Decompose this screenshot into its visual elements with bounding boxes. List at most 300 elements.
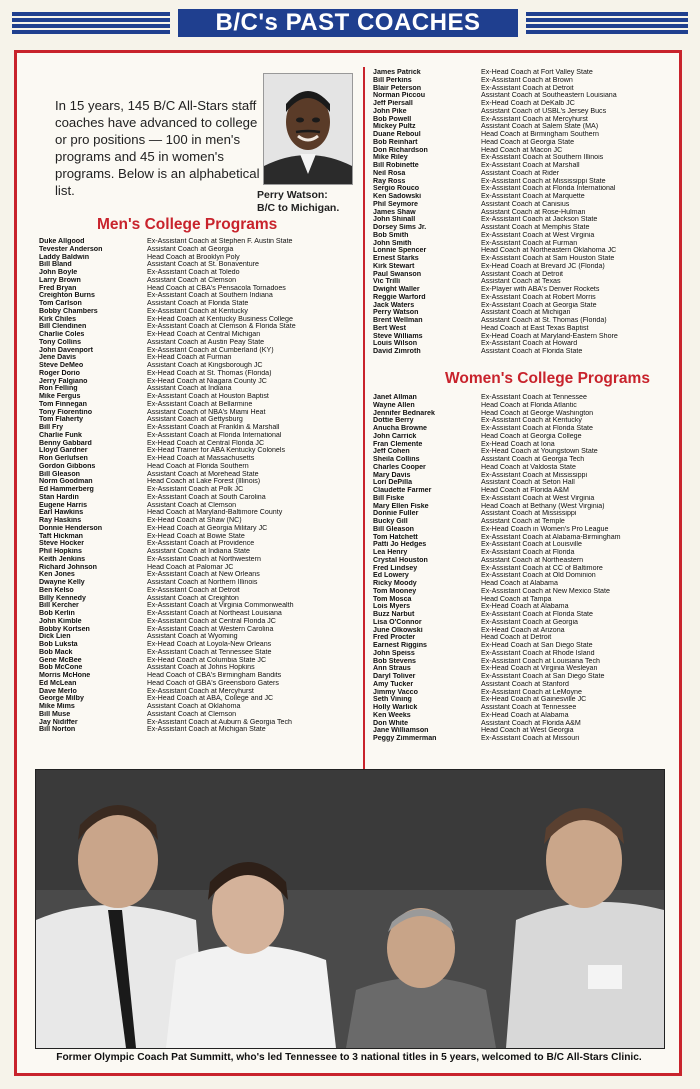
coach-position: Ex-Assistant Coach at Louisville [481,541,582,549]
coach-position: Head Coach at Alabama [481,580,558,587]
coach-position: Ex-Assistant Coach at Florida International [481,185,616,193]
womens-coach-row [373,704,673,712]
coach-name: Ed McLean [39,679,77,687]
womens-coach-row [373,487,673,495]
coach-position: Ex-Head Coach at Alabama [481,711,569,719]
mens-coach-row [373,85,673,93]
coach-name: Don Richardson [373,146,428,154]
coach-name: Fred Lindsey [373,564,418,572]
coach-name: James Patrick [373,69,421,76]
coach-name: Bert West [373,324,406,332]
coach-name: Bob Powell [373,115,412,123]
coach-position: Assistant Coach at Texas [481,278,561,286]
coach-name: Creighton Burns [39,292,95,300]
coach-position: Assistant Coach at Indiana State [147,548,250,555]
mens-coach-row [373,201,673,209]
coach-name: Donnie Henderson [39,524,103,532]
coach-position: Head Coach at CBA's Pensacola Tornadoes [147,284,286,292]
coach-name: Bill Perkins [373,76,412,84]
mens-coach-row [39,393,357,401]
coach-position: Ex-Head Coach at Youngstown State [481,448,598,456]
coach-position: Ex-Assistant Coach at Florida International [147,431,282,439]
coach-position: Assistant Coach at Wyoming [147,633,238,641]
coach-name: Bob Smith [373,231,409,239]
coach-position: Ex-Assistant Coach at Cumberland (KY) [147,346,274,354]
womens-coach-row [373,456,673,464]
womens-coach-row [373,627,673,635]
coach-name: Tom Carlson [39,300,82,307]
womens-coach-row [373,735,673,743]
coach-position: Ex-Assistant Coach at Stephen F. Austin State [147,238,293,245]
coach-position: Ex-Head Coach at Shaw (NC) [147,517,242,524]
womens-coach-row [373,495,673,503]
mens-coach-row [373,139,673,147]
coach-name: Mike Fergus [39,393,81,400]
coach-position: Head Coach at Birmingham Southern [481,131,599,138]
mens-coach-row [373,100,673,108]
coach-name: Taft Hickman [39,532,84,540]
coach-position: Assistant Coach at Northern Illinois [147,579,258,586]
mens-coach-row [39,409,357,417]
coach-position: Ex-Head Coach at Bowie State [147,532,245,540]
coach-name: Tom Mosca [373,595,412,603]
mens-coach-row [39,719,357,727]
coach-name: Bob Stevens [373,657,416,665]
coach-name: Seth Vining [373,696,412,704]
photo-caption: Former Olympic Coach Pat Summitt, who's led Tennessee to 3 national titles in 5 years, welcomed to B/C All-Stars Clinic. [56,1052,642,1063]
coach-name: John Smith [373,239,412,247]
coach-position: Ex-Assistant Coach at Virginia Commonwealth [147,602,294,610]
coach-position: Head Coach at Brooklyn Poly [147,253,240,261]
coach-position: Ex-Assistant Coach at Mississippi State [481,177,606,185]
mens-coach-row [373,232,673,240]
coach-name: Ed Lowery [373,572,409,580]
mens-coach-row [39,626,357,634]
coach-name: Don White [373,719,409,727]
coach-name: Lloyd Gardner [39,447,88,455]
portrait-caption [257,189,357,215]
coach-name: Earnest Riggins [373,642,428,649]
coach-name: John Carrick [373,432,417,440]
mens-coach-row [39,564,357,572]
coach-name: Lori DePilla [373,479,413,487]
coach-name: Stan Hardin [39,493,79,501]
mens-coach-row [39,416,357,424]
coach-name: Duke Allgood [39,238,85,245]
mens-coach-row [39,711,357,719]
mens-coach-row [39,254,357,262]
coach-name: Vic Trilli [373,278,401,286]
coach-name: Jene Davis [39,354,77,362]
womens-coach-row [373,472,673,480]
coach-name: Jeff Cohen [373,448,410,456]
mens-coach-row [39,339,357,347]
coach-position: Head Coach at Georgia State [481,138,575,146]
coach-position: Head Coach at George Washington [481,409,594,417]
womens-list [373,394,673,743]
coach-position: Head Coach at Tampa [481,595,552,603]
coach-name: Ann Straus [373,665,411,673]
mens-coach-row [373,340,673,348]
coach-name: Sergio Rouco [373,185,420,193]
coach-name: Bob Kerlin [39,610,75,617]
mens-coach-row [373,123,673,131]
coach-name: Morris McHone [39,672,91,679]
mens-coach-row [373,162,673,170]
mens-coach-row [373,209,673,217]
coach-name: Bill Clendinen [39,323,87,331]
coach-position: Assistant Coach at Clemson [147,276,237,284]
coach-name: Neil Rosa [373,169,406,177]
mens-coach-row [39,486,357,494]
coach-position: Ex-Assistant Coach at West Virginia [481,231,595,239]
coach-name: Bill Muse [39,710,71,718]
coach-position: Ex-Assistant Coach at Missouri [481,735,580,742]
coach-position: Ex-Assistant Coach at Tennessee State [147,648,272,656]
coach-position: Ex-Assistant Coach at Jackson State [481,216,598,224]
coach-position: Assistant Coach at Salem State (MA) [481,123,599,131]
coach-name: Lea Henry [373,549,408,556]
coach-name: Daryl Toliver [373,673,416,680]
womens-coach-row [373,479,673,487]
coach-name: Bill Gleason [39,470,80,478]
mens-coach-row [39,641,357,649]
coach-position: Ex-Assistant Coach at Houston Baptist [147,393,269,400]
mens-coach-row [373,224,673,232]
coach-name: Duane Reboul [373,131,421,138]
coach-name: Ernest Starks [373,255,419,262]
coach-name: John Kimble [39,617,82,625]
mens-section-title: Men's College Programs [97,216,278,233]
womens-coach-row [373,696,673,704]
coach-position: Ex-Assistant Coach at Old Dominion [481,572,596,580]
coach-name: George Milby [39,695,84,703]
mens-list-left [39,238,357,734]
coach-name: Amy Tucker [373,680,414,688]
coach-position: Head Coach of CBA's Birmingham Bandits [147,672,282,679]
mens-coach-row [373,247,673,255]
coach-position: Assistant Coach at Florida State [147,300,249,307]
mens-coach-row [373,131,673,139]
coach-name: Tom Finnegan [39,400,87,408]
coach-name: Dorsey Sims Jr. [373,224,427,231]
coach-position: Head Coach at Georgia College [481,432,582,440]
mens-coach-row [373,193,673,201]
mens-coach-row [39,672,357,680]
coach-name: Tom Flaherty [39,416,84,424]
coach-name: Tom Hatchett [373,533,418,541]
mens-coach-row [373,309,673,317]
coach-position: Ex-Assistant Coach at Marshall [481,162,580,169]
mens-coach-row [39,401,357,409]
mens-coach-row [373,108,673,116]
coach-name: Steve Hocker [39,540,84,548]
coach-name: Dave Merlo [39,687,77,695]
coach-position: Assistant Coach at Northeastern [481,556,584,564]
coach-name: Dick Lien [39,633,71,641]
coach-name: Norman Piccou [373,92,426,100]
womens-coach-row [373,580,673,588]
womens-coach-row [373,526,673,534]
coach-position: Ex-Assistant Coach at Detroit [481,84,574,92]
coach-name: Richard Johnson [39,563,97,571]
womens-coach-row [373,433,673,441]
womens-coach-row [373,642,673,650]
coach-position: Ex-Assistant Coach at LeMoyne [481,688,582,696]
coach-position: Ex-Assistant Coach at Detroit [147,586,240,594]
coach-position: Assistant Coach of USBL's Jersey Bucs [481,107,607,115]
mens-coach-row [373,271,673,279]
coach-name: Earl Hawkins [39,509,84,517]
coach-name: Jimmy Vacco [373,688,418,696]
coach-position: Assistant Coach at Creighton [147,594,239,602]
womens-coach-row [373,619,673,627]
coach-position: Head Coach at Bethany (West Virginia) [481,502,605,510]
coach-name: Crystal Houston [373,556,428,564]
coach-position: Head Coach at Florida Atlantic [481,401,577,409]
coach-position: Ex-Assistant Coach at Polk JC [147,486,244,493]
coach-position: Assistant Coach of NBA's Miami Heat [147,408,266,416]
coach-position: Assistant Coach at Indiana [147,385,232,393]
mens-coach-row [39,246,357,254]
mens-coach-row [39,494,357,502]
coach-name: Brent Wellman [373,317,423,324]
mens-coach-row [373,240,673,248]
coach-name: Phil Hopkins [39,548,82,555]
coach-position: Head Coach at Florida A&M [481,487,569,494]
coach-position: Assistant Coach at Southeastern Louisiana [481,92,617,100]
mens-coach-row [39,308,357,316]
coach-position: Ex-Assistant Coach at Toledo [147,269,240,276]
coach-position: Ex-Assistant Coach at Auburn & Georgia Tech [147,718,292,726]
coach-name: Roger Dorio [39,369,80,377]
coach-position: Ex-Assistant Coach at CC of Baltimore [481,564,603,572]
mens-coach-row [39,478,357,486]
womens-coach-row [373,402,673,410]
coach-position: Assistant Coach at Stanford [481,680,569,688]
coach-name: John Davenport [39,346,93,354]
column-divider [363,67,365,807]
coach-name: Louis Wilson [373,340,418,348]
coach-position: Ex-Head Coach in Women's Pro League [481,525,609,533]
coach-name: Jerry Falgiano [39,377,88,385]
coach-position: Head Coach at Florida Southern [147,462,249,470]
mens-coach-row [39,378,357,386]
coach-position: Ex-Head Coach at Central Michigan [147,331,261,338]
coach-name: John Pike [373,107,407,115]
mens-coach-row [39,548,357,556]
coach-position: Head Coach at Macon JC [481,146,563,154]
coach-name: Bill Bland [39,261,72,269]
coach-name: Ben Kelso [39,586,74,594]
mens-coach-row [373,294,673,302]
coach-name: Gene McBee [39,656,82,664]
coach-position: Assistant Coach at Florida A&M [481,719,581,727]
coach-position: Assistant Coach at Clemson [147,501,237,509]
coach-name: Bob Mack [39,648,73,656]
womens-coach-row [373,441,673,449]
coach-position: Assistant Coach at Kingsborough JC [147,362,263,369]
coach-name: Tevester Anderson [39,245,103,253]
coach-name: Wayne Allen [373,401,415,409]
coach-position: Ex-Assistant Coach at Florida [481,549,575,556]
coach-position: Assistant Coach at Rider [481,169,560,177]
portrait-caption-line1: Perry Watson: [257,189,328,201]
coach-position: Ex-Assistant Coach at Western Carolina [147,625,274,633]
coach-position: Ex-Head Coach at Brevard JC (Florida) [481,262,605,270]
mens-coach-row [39,695,357,703]
womens-coach-row [373,417,673,425]
coach-position: Ex-Assistant Coach at Clemson & Florida State [147,323,296,331]
womens-coach-row [373,611,673,619]
coach-position: Head Coach at East Texas Baptist [481,324,589,332]
womens-coach-row [373,557,673,565]
mens-coach-row [39,471,357,479]
coach-name: Jennifer Bednarek [373,409,435,417]
coach-position: Ex-Assistant Coach at Franklin & Marshall [147,424,280,431]
mens-coach-row [373,154,673,162]
coach-position: Head Coach at Northeastern Oklahoma JC [481,247,617,255]
coach-name: Mike Mims [39,703,75,710]
womens-coach-row [373,588,673,596]
coach-position: Ex-Head Coach at Columbia State JC [147,656,267,664]
portrait-photo [263,73,353,185]
coach-name: Fred Bryan [39,284,77,292]
coach-name: Bill Robinette [373,162,419,169]
coach-position: Ex-Assistant Coach at Furman [481,239,578,247]
coach-name: Mary Davis [373,471,411,479]
womens-coach-row [373,534,673,542]
coach-name: Benny Gabbard [39,439,92,447]
womens-coach-row [373,596,673,604]
coach-name: Bucky Gill [373,518,408,525]
coach-position: Ex-Head Coach at Arizona [481,626,565,634]
coach-position: Ex-Assistant Coach at New Mexico State [481,587,610,595]
womens-coach-row [373,541,673,549]
coach-name: Bill Kercher [39,602,79,610]
coach-position: Ex-Assistant Coach at Sam Houston State [481,255,615,262]
mens-coach-row [39,587,357,595]
coach-name: Eugene Harris [39,501,88,509]
mens-coach-row [373,170,673,178]
coach-name: Bobby Kortsen [39,625,90,633]
coach-name: Bill Norton [39,726,76,734]
coach-position: Ex-Assistant Coach at Tennessee [481,394,587,401]
womens-coach-row [373,464,673,472]
coach-name: James Shaw [373,208,416,216]
mens-coach-row [373,178,673,186]
coach-name: Blair Peterson [373,84,422,92]
mens-coach-row [39,316,357,324]
coach-position: Ex-Assistant Coach at Georgia [481,618,578,626]
mens-coach-row [373,348,673,356]
coach-name: Reggie Warford [373,293,426,301]
page-title: B/C's PAST COACHES [215,9,481,36]
coach-position: Head Coach at Palomar JC [147,563,234,571]
coach-name: Perry Watson [373,309,419,317]
coach-position: Ex-Assistant Coach at San Diego State [481,673,605,680]
mens-coach-row [39,447,357,455]
coach-position: Ex-Assistant Coach at Howard [481,340,578,348]
mens-coach-row [39,347,357,355]
womens-coach-row [373,712,673,720]
mens-coach-row [373,325,673,333]
coach-position: Ex-Head Coach at Loyola-New Orleans [147,641,272,648]
banner-stripes-left [12,12,170,34]
coach-position: Ex-Assistant Coach at Marquette [481,193,585,200]
coach-position: Assistant Coach at St. Thomas (Florida) [481,317,607,324]
coach-position: Ex-Head Coach at Fort Valley State [481,69,593,76]
womens-coach-row [373,689,673,697]
coach-position: Ex-Assistant Coach at South Carolina [147,493,266,501]
coach-position: Assistant Coach at Mississippi [481,510,577,518]
mens-coach-row [39,300,357,308]
mens-coach-row [39,238,357,246]
banner-title-box [178,9,518,37]
coach-name: Jane Williamson [373,727,429,735]
mens-coach-row [39,463,357,471]
womens-coach-row [373,673,673,681]
mens-coach-row [373,216,673,224]
womens-coach-row [373,603,673,611]
womens-coach-row [373,650,673,658]
coach-name: David Zimroth [373,348,421,355]
coach-position: Assistant Coach at Georgia [147,245,234,253]
coach-position: Head Coach at Maryland-Baltimore County [147,509,283,517]
coach-position: Ex-Head Coach at Massachusetts [147,455,255,462]
coach-position: Ex-Assistant Coach at Central Florida JC [147,617,276,625]
coach-name: Phil Seymore [373,200,418,208]
coach-name: Patti Jo Hedges [373,541,427,549]
coach-name: Steve DeMeo [39,362,84,369]
coach-position: Ex-Assistant Coach at Alabama-Birmingham [481,533,621,541]
coach-position: Ex-Assistant Coach at Rhode Island [481,649,595,657]
coach-position: Head Coach at Lake Forest (Illinois) [147,478,261,486]
coach-name: Dwight Waller [373,286,420,293]
womens-coach-row [373,720,673,728]
coach-name: Dottie Berry [373,417,414,425]
mens-coach-row [39,633,357,641]
mens-coach-row [39,556,357,564]
coach-name: Peggy Zimmerman [373,735,437,742]
mens-coach-row [39,385,357,393]
coach-position: Ex-Head Coach at DeKalb JC [481,100,575,107]
mens-coach-row [39,649,357,657]
coach-position: Ex-Assistant Coach at Michigan State [147,726,266,734]
coach-name: June Olkowski [373,626,423,634]
coach-name: Charlie Coles [39,331,85,338]
coach-name: Anucha Browne [373,425,427,432]
mens-coach-row [39,579,357,587]
coach-name: Kirk Chiles [39,315,77,323]
coach-position: Ex-Head Coach at Iona [481,440,555,448]
coach-position: Ex-Assistant Coach at Providence [147,540,255,548]
coach-position: Ex-Assistant Coach at Northwestern [147,555,261,563]
coach-position: Assistant Coach at Austin Peay State [147,338,265,346]
mens-coach-row [39,323,357,331]
coach-name: John Shinall [373,216,416,224]
womens-coach-row [373,565,673,573]
coach-name: Kirk Stewart [373,262,415,270]
coach-name: Fran Clemente [373,440,423,448]
coach-name: Bob Reinhart [373,138,418,146]
mens-coach-row [39,277,357,285]
mens-coach-row [39,269,357,277]
content-frame [14,50,682,1076]
coach-name: Lonnie Spencer [373,247,427,255]
coach-position: Ex-Assistant Coach at Southern Illinois [481,154,604,162]
mens-coach-row [39,525,357,533]
